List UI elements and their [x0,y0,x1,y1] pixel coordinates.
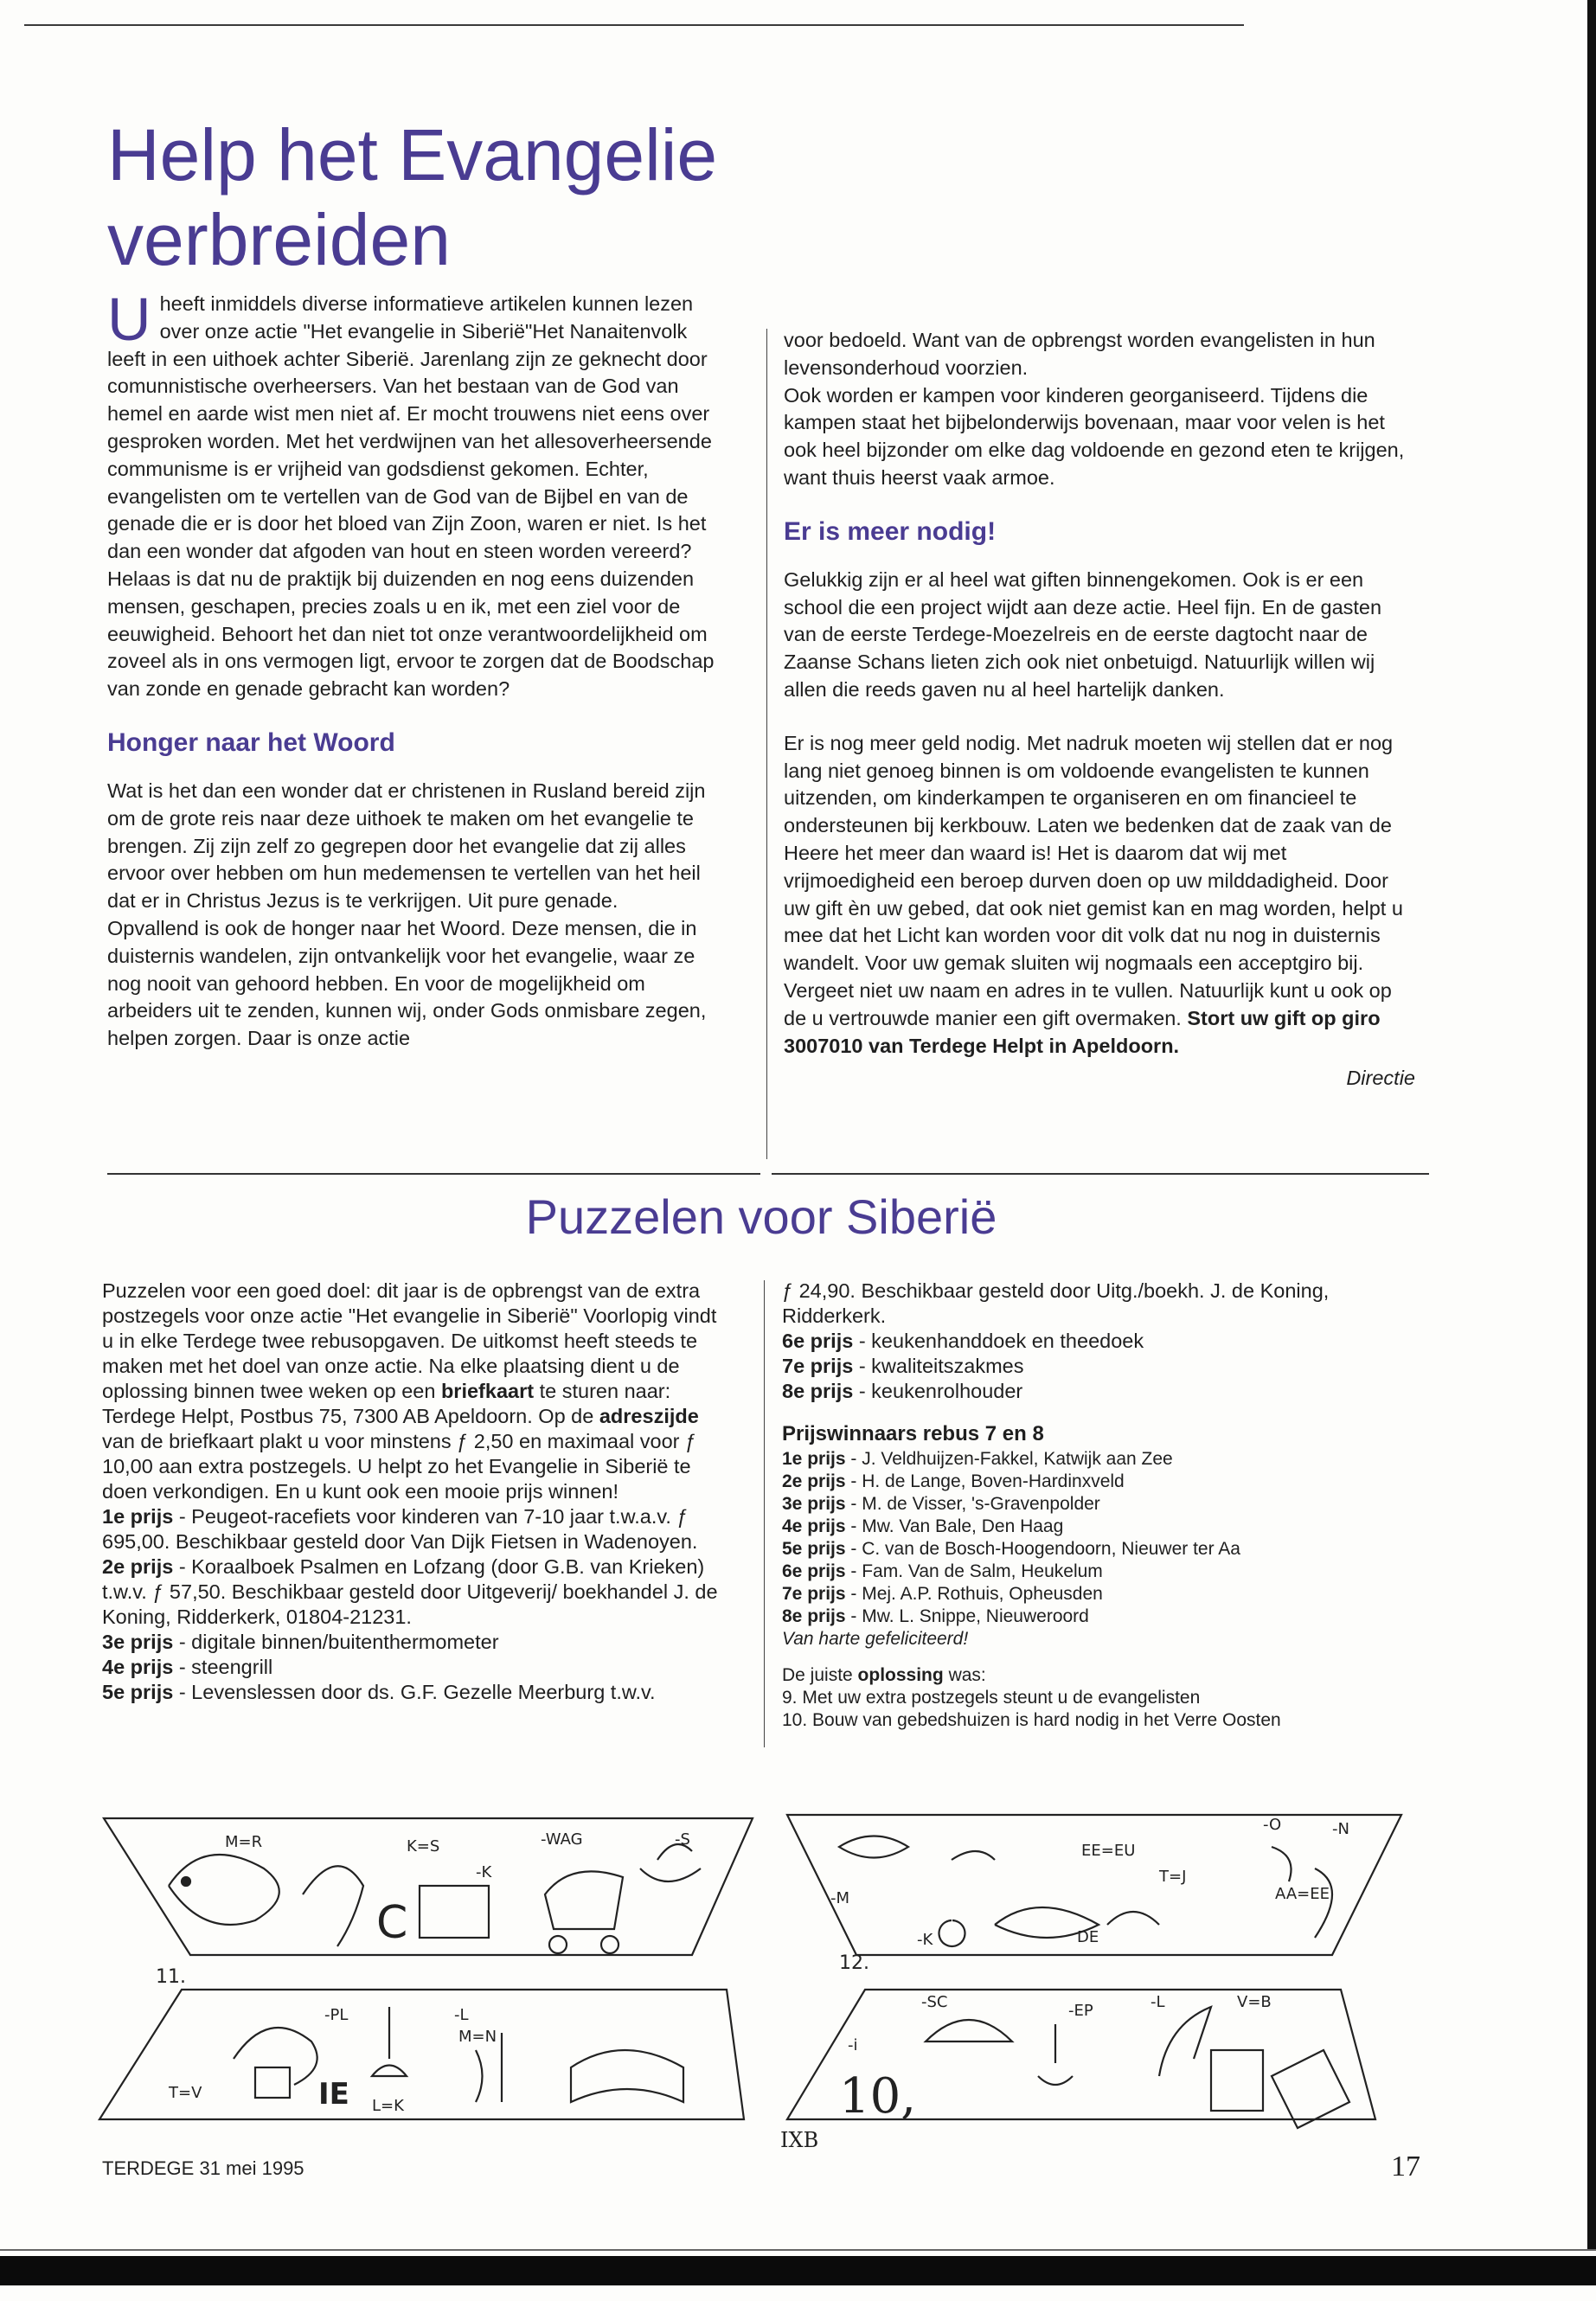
fish-drawing [1107,1912,1159,1925]
paragraph: Wat is het dan een wonder dat er christenen in Rusland bereid zijn om de grote reis naar deze uithoek te maken om het evangelie te brengen. Zij zijn zelf zo gegrepen door het evangelie dat zij alles ervoor over hebben om hun medemensen te vertellen van het heil dat er in Christus Jezus is te verkrijgen. Uit pure genade. [107,779,706,913]
rebus-letter: IE [318,2077,349,2112]
lips-drawing [839,1836,908,1858]
solution-label: was: [948,1665,986,1685]
puzzle-intro: van de briefkaart plakt u voor minstens ƒ 2,50 en maximaal voor ƒ 10,00 aan extra postzegels. U helpt zo het Evangelie in Siberië te doen verkondigen. En u kunt ook een mooie prijs winnen! [102,1430,697,1503]
rebus-label: T=J [1159,1868,1187,1886]
subheading-honger: Honger naar het Woord [107,727,395,757]
prize-text: - M. de Visser, 's-Gravenpolder [850,1494,1100,1514]
rebus-label: V=B [1237,1993,1272,2011]
prize-label: 3e prijs [102,1631,174,1653]
prize-item [102,1504,725,1554]
prize-label: 3e prijs [782,1494,846,1514]
solution-label: De juiste [782,1665,853,1685]
prize-label: 4e prijs [102,1656,174,1678]
prize-continuation: ƒ 24,90. Beschikbaar gesteld door Uitg./boekh. J. de Koning, Ridderkerk. [782,1279,1330,1327]
winner-item [782,1493,1405,1516]
rebus-number-word: 10, [839,2068,917,2125]
rebus-label: -N [1332,1820,1349,1838]
drop-cap: U [107,285,151,353]
prize-text: - Mej. A.P. Rothuis, Opheusden [850,1584,1103,1604]
puzzle-intro: Puzzelen voor een goed doel: dit jaar is de opbrengst van de extra postzegels voor onze actie "Het evangelie in Siberië" Voorlopig vindt u in elke Terdege twee rebusopgaven. De uitkomst heeft steeds te maken met het doel van onze actie. Na elke plaatsing dient u de oplossing binnen twee weken op een [102,1279,717,1402]
prize-text: - J. Veldhuijzen-Fakkel, Katwijk aan Zee [850,1449,1173,1469]
winners-title: Prijswinnaars rebus 7 en 8 [782,1422,1044,1445]
cherry-drawing [939,1851,996,1946]
footer-issue: TERDEGE 31 mei 1995 [102,2157,304,2179]
prize-text: - C. van de Bosch-Hoogendoorn, Nieuwer ter Aa [850,1539,1240,1559]
scallop-drawing [926,2020,1012,2041]
prize-label: 2e prijs [102,1555,174,1578]
prize-label: 1e prijs [102,1505,174,1528]
prize-label: 7e prijs [782,1584,846,1604]
winner-item [782,1606,1405,1628]
bold-term: briefkaart [440,1380,535,1402]
column-divider [764,1280,765,1747]
prize-label: 6e prijs [782,1330,854,1352]
paragraph: Er is nog meer geld nodig. Met nadruk moeten wij stellen dat er nog lang niet genoeg binnen is om voldoende evangelisten te kunnen uitzenden, om kinderkampen te organiseren en om financieel te ondersteunen bij kerkbouw. Laten we bedenken dat de zaak van de Heere het meer dan waard is! Het is daarom dat wij met vrijmoedigheid een beroep durven doen op uw milddadigheid. Door uw gift èn uw gebed, dat ook niet gemist kan en mag worden, helpt u mee dat het Licht kan worden voor dit volk dat nu nog in duisternis wandelt. Voor uw gemak sluiten wij nogmaals een acceptgiro bij. Vergeet niet uw naam en adres in te vullen. Natuurlijk kunt u ook op de u vertrouwde manier een gift overmaken. [784,731,1403,1029]
rebus-label: L=K [372,2097,404,2115]
rebus-label: -EP [1068,2002,1093,2020]
rebus-label: -L [454,2006,469,2024]
prize-text: - keukenhanddoek en theedoek [858,1330,1144,1352]
rebus-12 [779,1791,1410,2137]
top-rule [24,24,1244,26]
prize-label: 7e prijs [782,1355,854,1377]
intro-text: heeft inmiddels diverse informatieve artikelen kunnen lezen over onze actie "Het evangelie in Siberië"Het Nanaitenvolk leeft in een uithoek achter Siberië. Jarenlang zijn ze geknecht door comunnistische overheersers. Van het bestaan van de God van hemel en aarde wist men niet af. Er mocht trouwens niet eens over gesproken worden. Met het verdwijnen van het allesoverheersende communisme is er vrijheid van godsdienst gekomen. Echter, evangelisten om te vertellen van de God van de Bijbel en van de genade die er is door het bloed van Zijn Zoon, waren er niet. Is het dan een wonder dat afgoden van hout en steen worden vereerd? Helaas is dat nu de praktijk bij duizenden en nog eens duizenden mensen, geschapen, precies zoals u en ik, met een ziel voor de eeuwigheid. Behoort het dan niet tot onze verantwoordelijkheid om zoveel als in ons vermogen ligt, ervoor te zorgen dat de Boodschap van zonde en genade gebracht kan worden? [107,292,715,701]
book-drawing [571,2050,683,2102]
bottom-hairline [0,2249,1596,2251]
flag-drawing [1159,2007,1211,2076]
eye-drawing [1272,1847,1292,1881]
rebus-label: -SC [921,1993,948,2011]
prize-text: - digitale binnen/buitenthermometer [178,1631,499,1653]
subheading-meer-nodig: Er is meer nodig! [784,516,997,546]
paragraph: Opvallend is ook de honger naar het Woord. Deze mensen, die in duisternis wandelen, zijn ontvankelijk voor het evangelie, waar ze nog nooit van gehoord hebben. En voor de mogelijkheid om arbeiders uit te zenden, kunnen wij, onder Gods onmisbare zegen, helpen zorgen. Daar is onze actie [107,916,707,1050]
rebus-label: AA=EE [1275,1885,1330,1903]
bird-eye [182,1877,190,1886]
rebus-label: T=V [169,2084,202,2102]
paragraph: Ook worden er kampen voor kinderen georganiseerd. Tijdens die kampen staat het bijbelonderwijs bovenaan, maar voor velen is het ook heel bijzonder om elke dag voldoende en gezond eten te krijgen, want thuis heerst vaak armoe. [784,383,1405,489]
prize-label: 4e prijs [782,1516,846,1536]
pram-drawing [545,1871,623,1929]
puzzle-intro: te sturen naar: Terdege Helpt, Postbus 75, 7300 AB Apeldoorn. Op de [102,1380,671,1427]
rebus-label: -S [675,1830,690,1849]
rebus-label: M=R [225,1833,263,1851]
puzzle-title: Puzzelen voor Siberië [525,1189,997,1244]
prize-list [102,1504,725,1705]
prize-item [102,1554,725,1630]
paragraph: voor bedoeld. Want van de opbrengst worden evangelisten in hun levensonderhoud voorzien. [784,329,1375,379]
puzzle-column-left [102,1279,725,1705]
rebus-label: -M [830,1889,850,1907]
prize-text: - Peugeot-racefiets voor kinderen van 7-10 jaar t.w.a.v. ƒ 695,00. Beschikbaar gesteld door Van Dijk Fietsen in Wadenoyen. [102,1505,698,1553]
section-rule [772,1173,1429,1175]
congrats: Van harte gefeliciteerd! [782,1629,969,1649]
prize-text: - Mw. Van Bale, Den Haag [850,1516,1064,1536]
rebus-label: -O [1263,1816,1282,1834]
section-rule [107,1173,760,1175]
lamp-drawing [372,2007,407,2076]
rebus-label: -i [848,2036,858,2054]
rebus-label: -K [917,1931,933,1949]
page-number: 17 [1391,2150,1420,2182]
rebus-label: DE [1077,1928,1099,1946]
rebus-label: -L [1151,1993,1165,2011]
rebus-label: -PL [324,2006,349,2024]
rebus-label: EE=EU [1081,1842,1136,1860]
prize-label: 5e prijs [782,1539,846,1559]
bold-term: adreszijde [599,1405,699,1427]
plant-drawing [234,2028,317,2085]
prize-label: 5e prijs [102,1681,174,1703]
prize-item [782,1354,1405,1379]
rebus-number: 11. [156,1966,186,1988]
rebus-11 [87,1791,770,2137]
scan-edge [1587,0,1596,2249]
bull-drawing [640,1844,701,1881]
winner-item [782,1583,1405,1606]
church-drawing [1211,2050,1263,2111]
rebus-label: K=S [407,1837,440,1856]
open-book-drawing [1272,2050,1349,2128]
bottom-bar [0,2256,1596,2285]
winner-item [782,1448,1405,1471]
prize-text: - Fam. Van de Salm, Heukelum [850,1561,1103,1581]
fence-drawing [420,1886,489,1938]
solution-line: 9. Met uw extra postzegels steunt u de evangelisten [782,1688,1201,1708]
prize-text: - keukenrolhouder [858,1380,1023,1402]
winner-item [782,1538,1405,1561]
article-title: Help het Evangelie verbreiden [107,114,718,280]
prize-text: - H. de Lange, Boven-Hardinxveld [850,1471,1125,1491]
prize-item [102,1655,725,1680]
solution-line: 10. Bouw van gebedshuizen is hard nodig in het Verre Oosten [782,1710,1281,1730]
rebus-label: -K [476,1863,492,1881]
prize-item [782,1329,1405,1354]
prize-item [102,1630,725,1655]
prize-text: - steengrill [178,1656,273,1678]
prize-item [782,1379,1405,1404]
signature: Directie [1346,1067,1415,1090]
rebus-number: 12. [839,1952,869,1974]
footer-logo: IXB [780,2128,819,2152]
rebus-label: -WAG [541,1830,583,1849]
winner-item [782,1561,1405,1583]
arrow-drawing [1038,2024,1073,2085]
prize-item [102,1680,725,1705]
paragraph: Gelukkig zijn er al heel wat giften binnengekomen. Ook is er een school die een project wijdt aan deze actie. Heel fijn. En de gasten van de eerste Terdege-Moezelreis en de eerste dagtocht naar de Zaanse Schans lieten zich ook niet onbetuigd. Natuurlijk willen wij allen die reeds gaven nu al heel hartelijk danken. [784,567,1382,701]
rebus-label: M=N [458,2028,497,2046]
moon-drawing [1315,1868,1332,1938]
prize-text: - kwaliteitszakmes [858,1355,1024,1377]
article-column-left [107,285,730,1053]
prize-list [782,1329,1405,1404]
prize-label: 1e prijs [782,1449,846,1469]
puzzle-column-right [782,1279,1405,1732]
prize-label: 2e prijs [782,1471,846,1491]
prize-label: 6e prijs [782,1561,846,1581]
prize-label: 8e prijs [782,1606,846,1626]
prize-text: - Levenslessen door ds. G.F. Gezelle Meerburg t.w.v. [178,1681,656,1703]
winner-item [782,1471,1405,1493]
article-column-right [784,327,1415,1093]
prize-label: 8e prijs [782,1380,854,1402]
prize-text: - Mw. L. Snippe, Nieuweroord [850,1606,1089,1626]
goat-drawing [303,1866,363,1946]
giro-callout: Stort uw gift op giro 3007010 van Terdege Helpt in Apeldoorn. [784,1006,1381,1057]
column-divider [766,329,767,1159]
winner-item [782,1516,1405,1538]
rebus-letter: C [376,1897,408,1949]
winners-list [782,1448,1405,1628]
solution-label-bold: oplossing [857,1665,944,1685]
bird-drawing [169,1855,279,1925]
prize-text: - Koraalboek Psalmen en Lofzang (door G.B. van Krieken) t.w.v. ƒ 57,50. Beschikbaar gesteld door Uitgeverij/ boekhandel J. de Koning, Ridderkerk, 01804-21231. [102,1555,718,1628]
